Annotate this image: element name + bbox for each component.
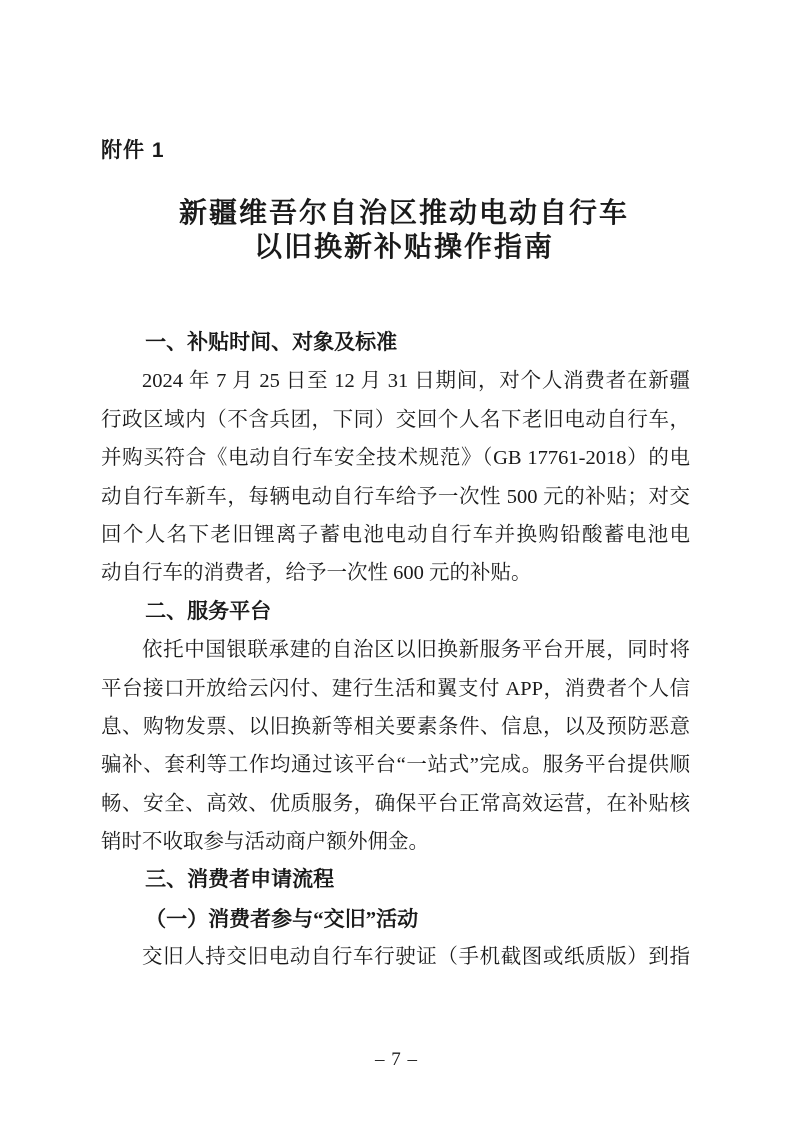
sub-heading: （一）消费者参与“交旧”活动	[145, 906, 419, 931]
text-line: 畅、安全、高效、优质服务，确保平台正常高效运营，在补贴核	[101, 792, 690, 815]
text-line: 销时不收取参与活动商户额外佣金。	[101, 831, 429, 854]
text-line: 平台接口开放给云闪付、建行生活和翼支付 APP，消费者个人信	[101, 677, 690, 700]
document-title	[104, 197, 704, 265]
section-heading: 一、补贴时间、对象及标准	[145, 331, 398, 354]
page-number: – 7 –	[375, 1049, 418, 1070]
document-body	[101, 324, 690, 977]
text-line: 依托中国银联承建的自治区以旧换新服务平台开展，同时将	[142, 639, 690, 662]
section-heading: 三、消费者申请流程	[145, 868, 335, 892]
text-line: 息、购物发票、以旧换新等相关要素条件、信息，以及预防恶意	[101, 715, 690, 738]
text-line: 骗补、套利等工作均通过该平台“一站式”完成。服务平台提供顺	[101, 754, 690, 777]
text-line: 动自行车新车，每辆电动自行车给予一次性 500 元的补贴；对交	[101, 485, 690, 508]
text-line: 回个人名下老旧锂离子蓄电池电动自行车并换购铅酸蓄电池电	[101, 523, 690, 546]
section-heading: 二、服务平台	[145, 599, 272, 623]
text-line: 动自行车的消费者，给予一次性 600 元的补贴。	[101, 562, 532, 585]
attachment-label: 附件 1	[101, 139, 165, 162]
text-line: 交旧人持交旧电动自行车行驶证（手机截图或纸质版）到指	[142, 946, 690, 969]
document-title-line-2: 以旧换新补贴操作指南	[253, 232, 554, 263]
text-line: 并购买符合《电动自行车安全技术规范》（GB 17761-2018）的电	[101, 447, 690, 470]
text-line: 行政区域内（不含兵团，下同）交回个人名下老旧电动自行车，	[101, 408, 690, 431]
document-title-line-1: 新疆维吾尔自治区推动电动自行车	[178, 198, 629, 229]
text-line: 2024 年 7 月 25 日至 12 月 31 日期间，对个人消费者在新疆	[142, 370, 690, 393]
